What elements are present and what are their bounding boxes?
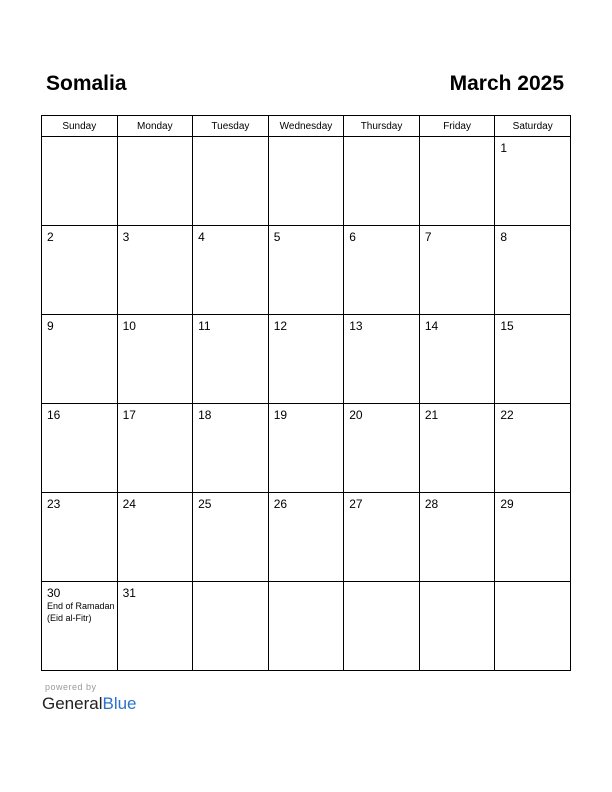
weekday-header-friday: Friday <box>419 116 495 137</box>
day-cell <box>117 582 193 671</box>
brand-logo[interactable] <box>42 694 137 714</box>
day-cell <box>117 137 193 226</box>
country-title: Somalia <box>46 72 127 95</box>
day-cell <box>495 404 571 493</box>
day-number: 17 <box>122 408 136 422</box>
day-number <box>495 582 570 586</box>
day-number: 12 <box>273 319 288 333</box>
day-cell <box>42 404 118 493</box>
day-number: 6 <box>349 230 356 244</box>
day-cell <box>344 137 420 226</box>
day-cell <box>495 226 571 315</box>
day-number <box>193 137 268 141</box>
day-cell <box>268 315 344 404</box>
day-cell <box>419 582 495 671</box>
day-cell <box>268 404 344 493</box>
week-row <box>42 315 571 404</box>
calendar-grid <box>41 115 571 671</box>
week-row <box>42 582 571 671</box>
day-number: 16 <box>47 408 61 422</box>
week-row <box>42 137 571 226</box>
weekday-header-tuesday: Tuesday <box>193 116 269 137</box>
day-cell <box>419 493 495 582</box>
day-cell <box>42 582 118 671</box>
day-cell <box>193 404 269 493</box>
day-number: 26 <box>273 497 288 511</box>
day-cell <box>495 137 571 226</box>
day-number: 2 <box>47 230 54 244</box>
day-number: 27 <box>349 497 363 511</box>
day-cell <box>268 493 344 582</box>
day-cell <box>419 226 495 315</box>
day-number: 4 <box>198 230 205 244</box>
day-cell <box>495 315 571 404</box>
day-cell <box>117 493 193 582</box>
day-cell <box>344 226 420 315</box>
day-number: 5 <box>273 230 281 244</box>
week-row <box>42 226 571 315</box>
day-number <box>420 582 495 586</box>
day-number: 15 <box>500 319 514 333</box>
day-cell <box>42 137 118 226</box>
day-number <box>344 582 419 586</box>
day-cell <box>193 315 269 404</box>
day-cell <box>419 137 495 226</box>
day-cell <box>117 315 193 404</box>
day-cell <box>193 493 269 582</box>
week-row <box>42 493 571 582</box>
day-number: 11 <box>198 319 211 333</box>
day-number: 3 <box>122 230 130 244</box>
day-cell <box>268 137 344 226</box>
day-number: 18 <box>198 408 212 422</box>
day-cell <box>42 226 118 315</box>
month-year-title: March 2025 <box>449 72 564 95</box>
weekday-header-row <box>42 116 571 137</box>
weekday-header-sunday: Sunday <box>42 116 118 137</box>
day-cell <box>193 226 269 315</box>
day-cell <box>495 493 571 582</box>
day-number <box>193 582 268 586</box>
day-cell <box>268 582 344 671</box>
day-cell <box>344 315 420 404</box>
day-cell <box>117 226 193 315</box>
day-number: 22 <box>500 408 514 422</box>
day-cell <box>344 582 420 671</box>
day-number: 10 <box>122 319 136 333</box>
day-number <box>42 137 117 141</box>
day-number: 8 <box>500 230 508 244</box>
day-cell <box>42 315 118 404</box>
day-number: 7 <box>424 230 432 244</box>
day-number: 29 <box>500 497 514 511</box>
day-cell <box>344 493 420 582</box>
day-number: 30 <box>47 586 61 600</box>
day-cell <box>193 582 269 671</box>
weekday-header-saturday: Saturday <box>495 116 571 137</box>
day-number: 9 <box>47 319 54 333</box>
day-number <box>269 137 344 141</box>
day-number <box>420 137 495 141</box>
weekday-header-wednesday: Wednesday <box>268 116 344 137</box>
day-cell <box>193 137 269 226</box>
brand-name-part2: Blue <box>102 694 137 713</box>
day-number: 24 <box>122 497 136 511</box>
day-cell <box>344 404 420 493</box>
day-number: 1 <box>500 141 508 155</box>
day-number: 31 <box>122 586 136 600</box>
week-row <box>42 404 571 493</box>
day-number: 14 <box>424 319 439 333</box>
day-number: 13 <box>349 319 363 333</box>
day-number: 23 <box>47 497 61 511</box>
holiday-label: End of Ramadan <box>47 601 115 611</box>
weekday-header-thursday: Thursday <box>344 116 420 137</box>
day-cell <box>495 582 571 671</box>
day-cell <box>42 493 118 582</box>
day-cell <box>419 315 495 404</box>
powered-by-label: powered by <box>45 682 97 692</box>
day-number: 19 <box>273 408 288 422</box>
brand-name-part1: General <box>42 694 103 713</box>
day-cell <box>268 226 344 315</box>
day-number: 25 <box>198 497 212 511</box>
day-cell <box>117 404 193 493</box>
holiday-label: (Eid al-Fitr) <box>47 613 92 623</box>
weekday-header-monday: Monday <box>117 116 193 137</box>
day-number: 20 <box>349 408 363 422</box>
day-number: 21 <box>424 408 439 422</box>
day-cell <box>419 404 495 493</box>
day-number <box>344 137 419 141</box>
day-number <box>118 137 193 141</box>
day-number: 28 <box>424 497 439 511</box>
day-number <box>269 582 344 586</box>
